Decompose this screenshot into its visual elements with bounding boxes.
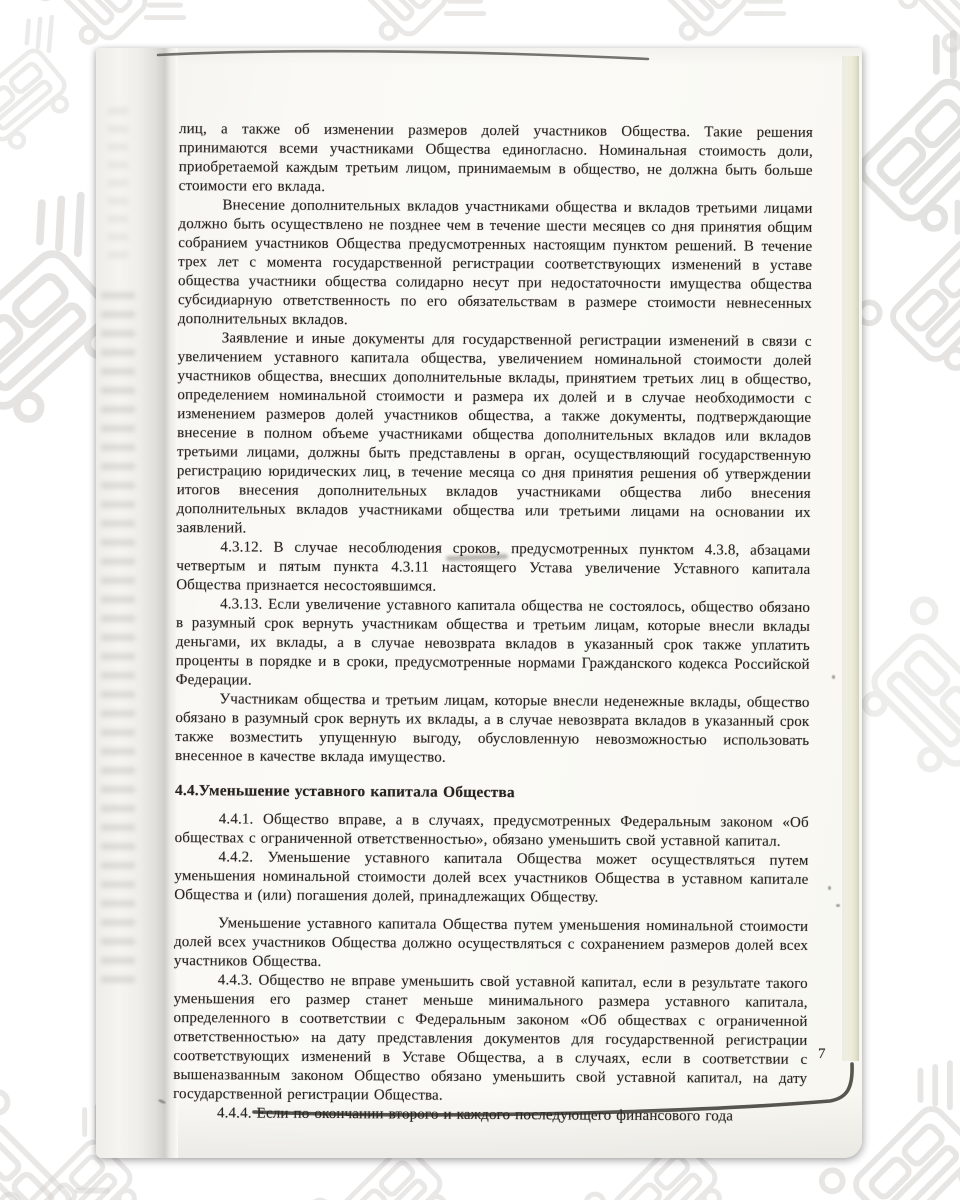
paragraph: 4.4.3. Общество не вправе уменьшить свой уставной капитал, если в результате такого уменьшения его размер станет меньше минимального размера уставного капитала, определенного в соответствии с Федеральным законом «Об обществах с ограниченной ответственностью» на дату представления документов для государственной регистрации соответствующих изменений в Уставе Общества, а в случаях, если в соответствии с вышеназванным законом Общество обязано уменьшить свой уставной капитал, на дату государственной регистрации Общества. (173, 972, 808, 1104)
paragraph: 4.3.13. Если увеличение уставного капитала общества не состоялось, общество обязано в разумный срок вернуть участникам общества и третьим лицам, которые внесли вклады деньгами, их вклады, а в случае невозврата вкладов в указанный срок также уплатить проценты в порядке и в сроки, предусмотренные нормами Гражданского кодекса Российской Федерации. (175, 596, 811, 689)
scan-speck (832, 675, 835, 679)
page-stack-edge (841, 56, 859, 1061)
scanned-page (96, 48, 862, 1158)
scan-speck (836, 904, 840, 907)
delivery-van-icon (879, 0, 960, 87)
paragraph: лиц, а также об изменении размеров долей участников Общества. Такие решения принимаются всеми участниками Общества единогласно. Номинальная стоимость доли, приобретаемой каждым третьим лицом, принимаемым в общество, не должна быть больше стоимости его вклада. (178, 121, 814, 195)
paragraph: Участникам общества и третьим лицам, которые внесли неденежные вклады, общество обязано в разумный срок вернуть их вклады, а в случае невозврата вкладов в указанный срок также возместить упущенную выгоду, обусловленную невозможностью использовать внесенное в качестве вклада имущество. (175, 691, 810, 766)
section-heading: 4.4.Уменьшение уставного капитала Общества (174, 782, 515, 802)
paragraph: Внесение дополнительных вкладов участниками общества и вкладов третьими лицами должно быть осуществлено не позднее чем в течение шести месяцев со дня принятия общим собранием участников Общества предусмотренных настоящим пунктом решений. В течение трех лет с момента государственной регистрации соответствующих изменений в уставе общества участники общества солидарно несут при недостаточности имущества общества субсидиарную ответственность по его обязательствам в размере стоимости невнесенных дополнительных вкладов. (177, 197, 813, 329)
paragraph: 4.3.12. В случае несоблюдения сроков, предусмотренных пунктом 4.3.8, абзацами четвертым и пятым пункта 4.3.11 настоящего Устава увеличение Уставного капитала Общества признается несостоявшимся. (176, 539, 811, 595)
paragraph: 4.4.4. Если по окончании второго и каждого последующего финансового года (216, 1105, 734, 1125)
scan-speck (828, 886, 831, 890)
page-number: 7 (818, 1046, 826, 1062)
paragraph: Уменьшение уставного капитала Общества путем уменьшения номинальной стоимости долей всех участников Общества должно осуществляться с сохранением размеров долей всех участников Общества. (173, 915, 809, 970)
paragraph: 4.4.1. Общество вправе, а в случаях, предусмотренных Федеральным законом «Об обществах с ограниченной ответственностью», обязано уменьшить свой уставной капитал. (174, 811, 809, 850)
paragraph: Заявление и иные документы для государственной регистрации изменений в связи с увеличением уставного капитала общества, увеличением номинальной стоимости долей участников общества, внесших дополнительные вклады, принятием третьих лиц в общество, определением номинальной стоимости и размера их долей и в случае необходимости с изменением размеров долей участников общества, а также документы, подтверждающие внесение в полном объеме участниками общества дополнительных вкладов или вкладов третьими лицами, должны быть представлены в орган, осуществляющий государственную регистрацию юридических лиц, в течение месяца со дня принятия решения об утверждении итогов внесения дополнительных вкладов участниками общества либо внесения дополнительных вкладов участниками общества или третьими лицами на основании их заявлений. (176, 330, 812, 537)
ghost-text-bleed (108, 108, 128, 258)
delivery-van-icon (0, 8, 103, 165)
paragraph: 4.4.2. Уменьшение уставного капитала Общества может осуществляться путем уменьшения номинальной стоимости долей всех участников Общества в уставном капитале Общества и (или) погашения долей, принадлежащих Обществу. (174, 849, 809, 906)
previous-page-edge (96, 48, 178, 1158)
text-column (173, 120, 813, 1127)
ghost-text-bleed (101, 292, 135, 992)
